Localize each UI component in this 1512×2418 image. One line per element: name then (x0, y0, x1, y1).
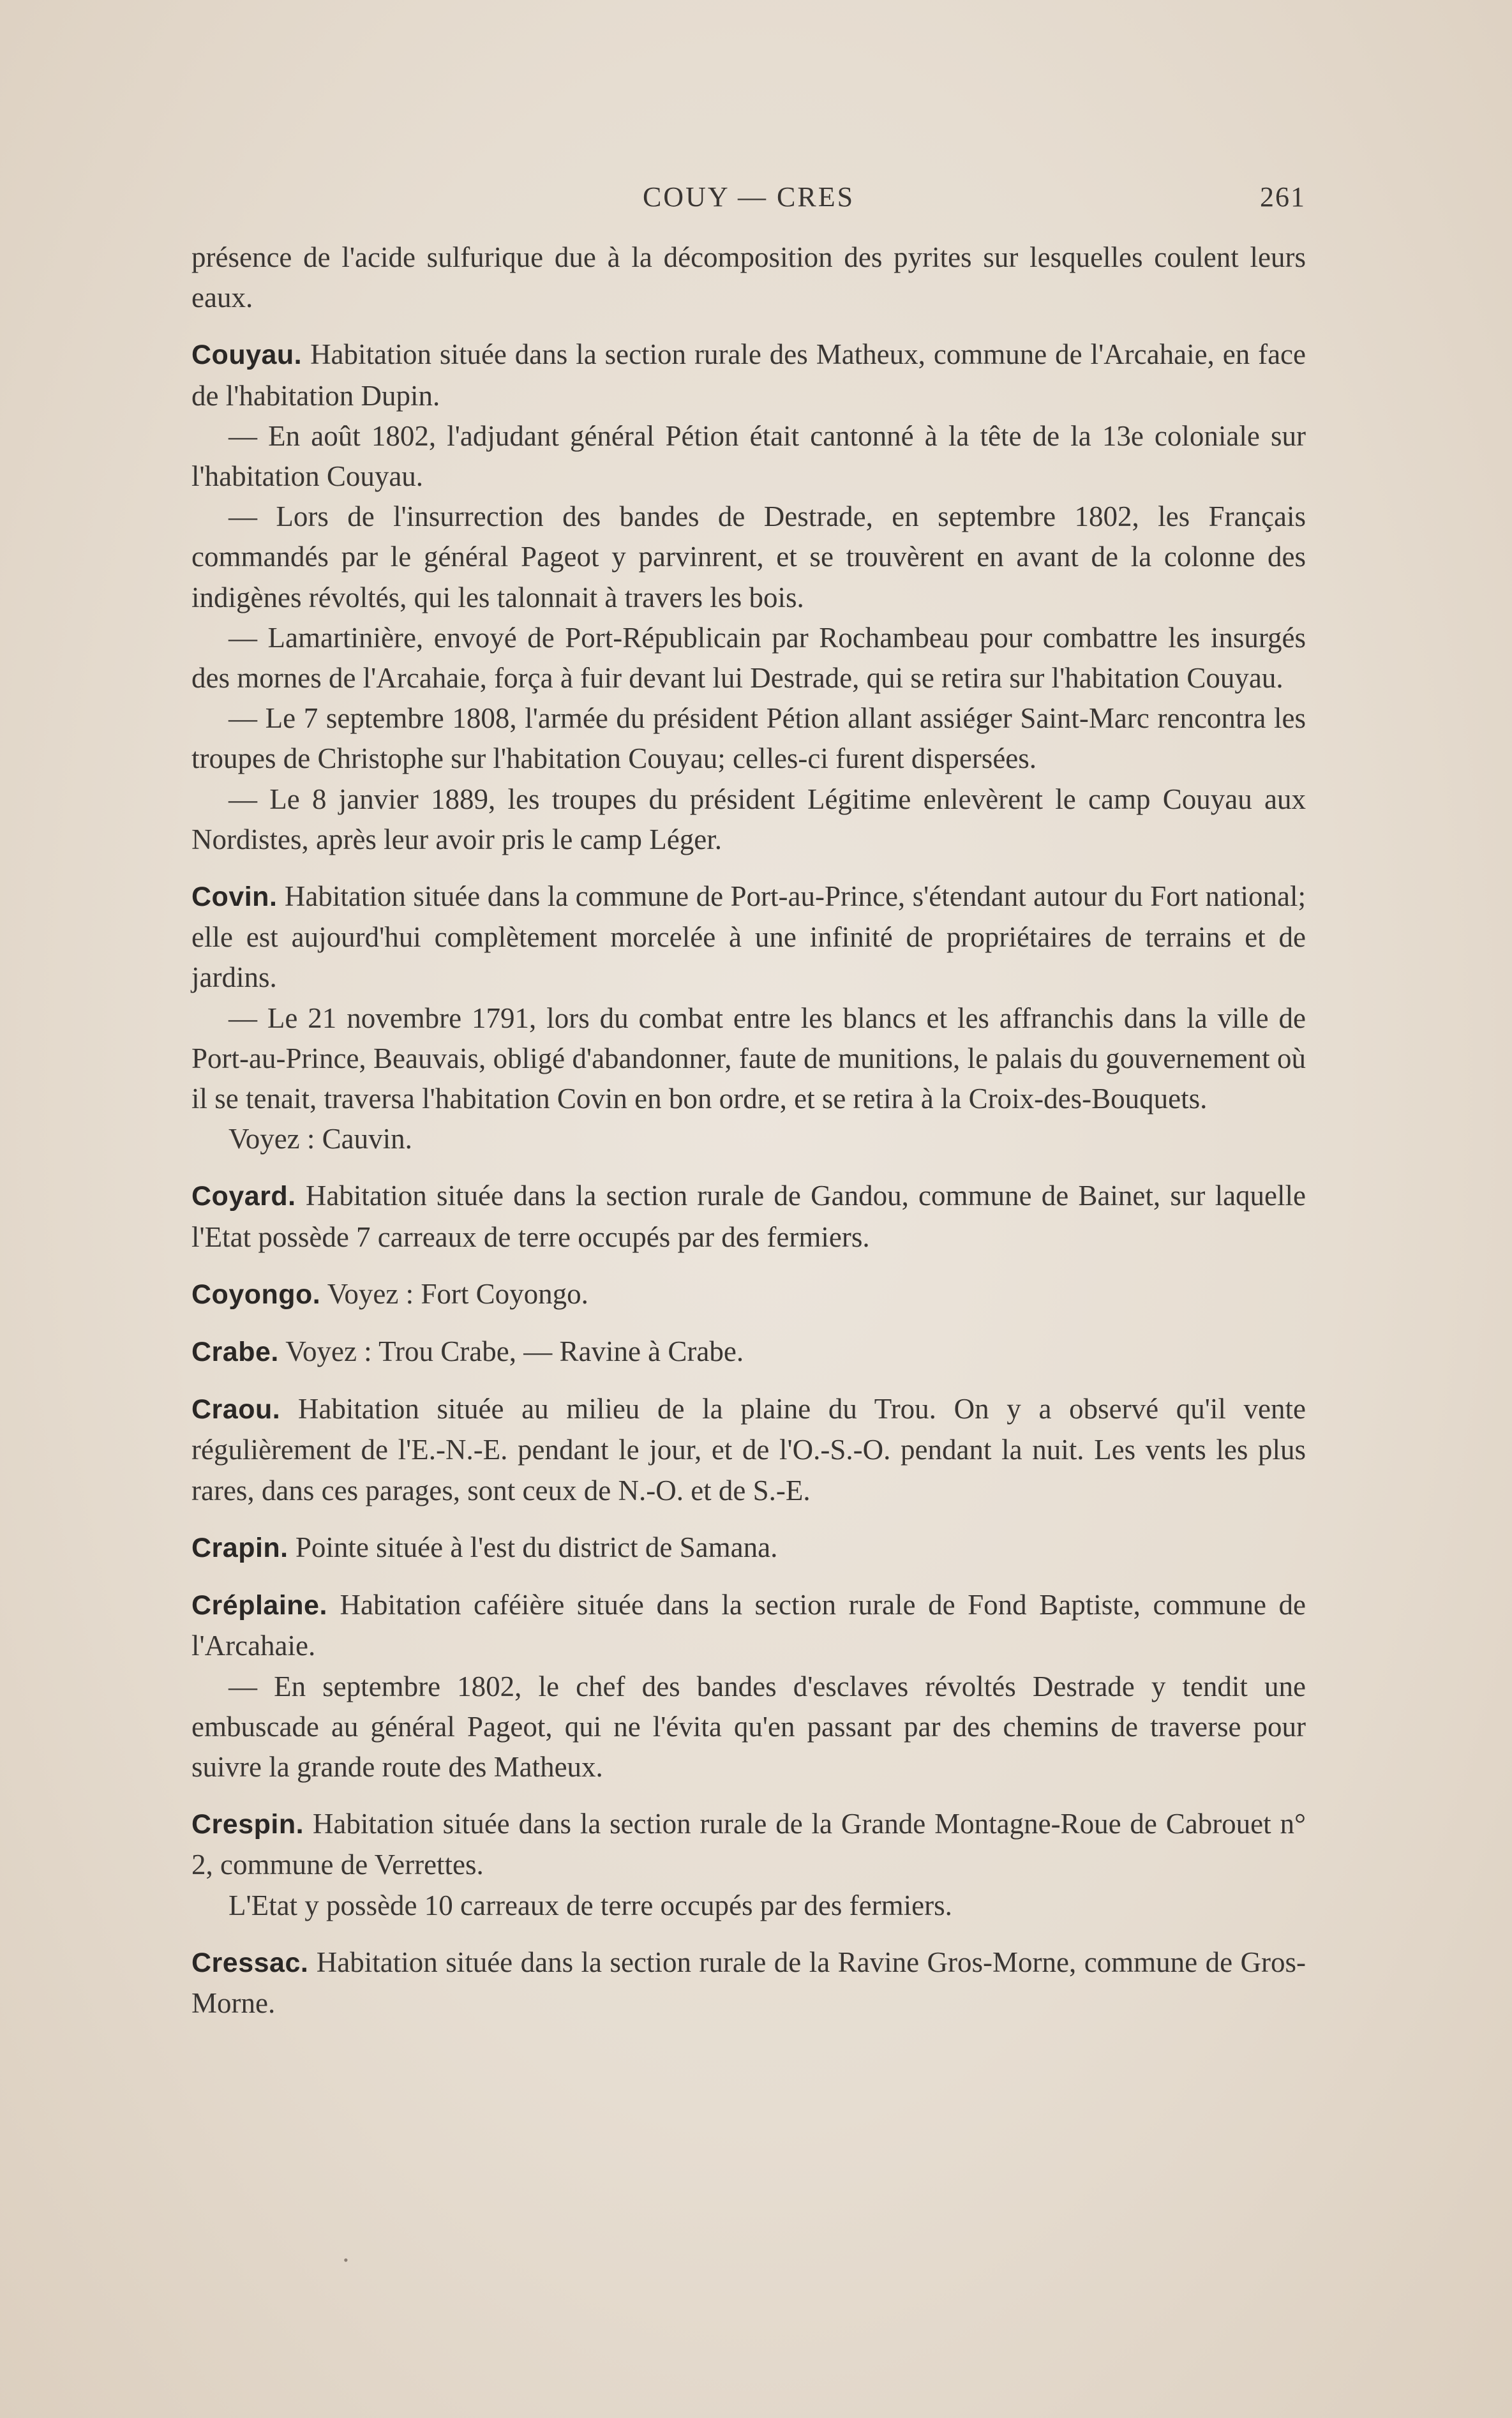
entry-paragraph: — En septembre 1802, le chef des bandes d'esclaves révoltés Destrade y tendit une embuscade au général Pageot, qui ne l'évita qu'en passant par des chemins de traverse pour suivre la grande route des Matheux. (191, 1670, 1306, 1783)
running-title: COUY — CRES (642, 181, 855, 213)
entry-headword: Crespin. (191, 1809, 304, 1840)
entry-headword: Crapin. (191, 1532, 288, 1563)
entry-definition (191, 1942, 1306, 2024)
dictionary-entry (191, 1585, 1306, 1787)
entry-definition (191, 1528, 1306, 1568)
entry-headword: Cressac. (191, 1947, 309, 1978)
entry-text: Pointe située à l'est du district de Samana. (295, 1531, 778, 1563)
printer-speck: • (343, 2252, 348, 2268)
dictionary-entries (191, 334, 1306, 2024)
entry-definition (191, 1804, 1306, 1885)
entry-definition (191, 876, 1306, 998)
entry-text: Habitation située dans la section rurale de la Ravine Gros-Morne, commune de Gros-Morne. (191, 1946, 1306, 2019)
entry-paragraph: — Le 21 novembre 1791, lors du combat entre les blancs et les affranchis dans la ville de Port-au-Prince, Beauvais, obligé d'abandonner, faute de munitions, le palais du gouvernement où il se tenait, traversa l'habitation Covin en bon ordre, et se retira à la Croix-des-Bouquets. (191, 1002, 1306, 1115)
entry-headword: Crabe. (191, 1337, 279, 1368)
entry-headword: Craou. (191, 1394, 281, 1425)
entry-text: Habitation située au milieu de la plaine du Trou. On y a observé qu'il vente régulièrement de l'E.-N.-E. pendant le jour, et de l'O.-S.-O. pendant la nuit. Les vents les plus rares, dans ces parages, sont ceux de N.-O. et de S.-E. (191, 1393, 1306, 1506)
page-number: 261 (1260, 181, 1306, 213)
dictionary-entry (191, 1389, 1306, 1511)
continuation-paragraph: présence de l'acide sulfurique due à la décomposition des pyrites sur lesquelles coulent leurs eaux. (191, 241, 1306, 314)
entry-headword: Covin. (191, 882, 278, 913)
dictionary-entry (191, 1332, 1306, 1372)
entry-headword: Créplaine. (191, 1590, 327, 1621)
entry-paragraph: Voyez : Cauvin. (228, 1123, 412, 1155)
entry-text: Habitation située dans la section rurale des Matheux, commune de l'Arcahaie, en face de l'habitation Dupin. (191, 338, 1306, 412)
entry-paragraph: L'Etat y possède 10 carreaux de terre occupés par des fermiers. (228, 1889, 952, 1921)
dictionary-entry (191, 334, 1306, 860)
entry-definition (191, 1274, 1306, 1315)
entry-text: Voyez : Trou Crabe, — Ravine à Crabe. (285, 1335, 744, 1368)
entry-definition (191, 1176, 1306, 1257)
entry-definition (191, 334, 1306, 416)
entry-headword: Couyau. (191, 340, 303, 371)
entry-definition (191, 1389, 1306, 1511)
dictionary-entry (191, 1942, 1306, 2024)
entry-paragraph: — En août 1802, l'adjudant général Pétion était cantonné à la tête de la 13e coloniale sur l'habitation Couyau. (191, 419, 1306, 493)
entry-headword: Coyard. (191, 1181, 296, 1212)
entry-paragraph: — Lamartinière, envoyé de Port-Républicain par Rochambeau pour combattre les insurgés des mornes de l'Arcahaie, força à fuir devant lui Destrade, qui se retira sur l'habitation Couyau. (191, 621, 1306, 695)
entry-paragraph: — Le 8 janvier 1889, les troupes du président Légitime enlevèrent le camp Couyau aux Nordistes, après leur avoir pris le camp Léger. (191, 783, 1306, 855)
entry-text: Habitation située dans la commune de Port-au-Prince, s'étendant autour du Fort national; elle est aujourd'hui complètement morcelée à une infinité de propriétaires de terrains et de jardins. (191, 880, 1306, 994)
entry-paragraph: — Lors de l'insurrection des bandes de Destrade, en septembre 1802, les Français commandés par le général Pageot y parvinrent, et se trouvèrent en avant de la colonne des indigènes révoltés, qui les talonnait à travers les bois. (191, 500, 1306, 613)
entry-definition (191, 1585, 1306, 1666)
entry-definition (191, 1332, 1306, 1372)
entry-text: Habitation caféière située dans la section rurale de Fond Baptiste, commune de l'Arcahaie. (191, 1589, 1306, 1662)
dictionary-entry (191, 876, 1306, 1159)
entry-paragraph: — Le 7 septembre 1808, l'armée du président Pétion allant assiéger Saint-Marc rencontra les troupes de Christophe sur l'habitation Couyau; celles-ci furent dispersées. (191, 702, 1306, 775)
entry-text: Voyez : Fort Coyongo. (327, 1277, 588, 1310)
dictionary-entry (191, 1274, 1306, 1315)
page-body (191, 237, 1306, 2040)
dictionary-entry (191, 1176, 1306, 1257)
entry-text: Habitation située dans la section rurale de la Grande Montagne-Roue de Cabrouet n° 2, commune de Verrettes. (191, 1808, 1306, 1881)
entry-headword: Coyongo. (191, 1279, 321, 1310)
running-header (191, 181, 1306, 219)
dictionary-entry (191, 1528, 1306, 1568)
dictionary-entry (191, 1804, 1306, 1926)
entry-text: Habitation située dans la section rurale de Gandou, commune de Bainet, sur laquelle l'Etat possède 7 carreaux de terre occupés par des fermiers. (191, 1180, 1306, 1253)
